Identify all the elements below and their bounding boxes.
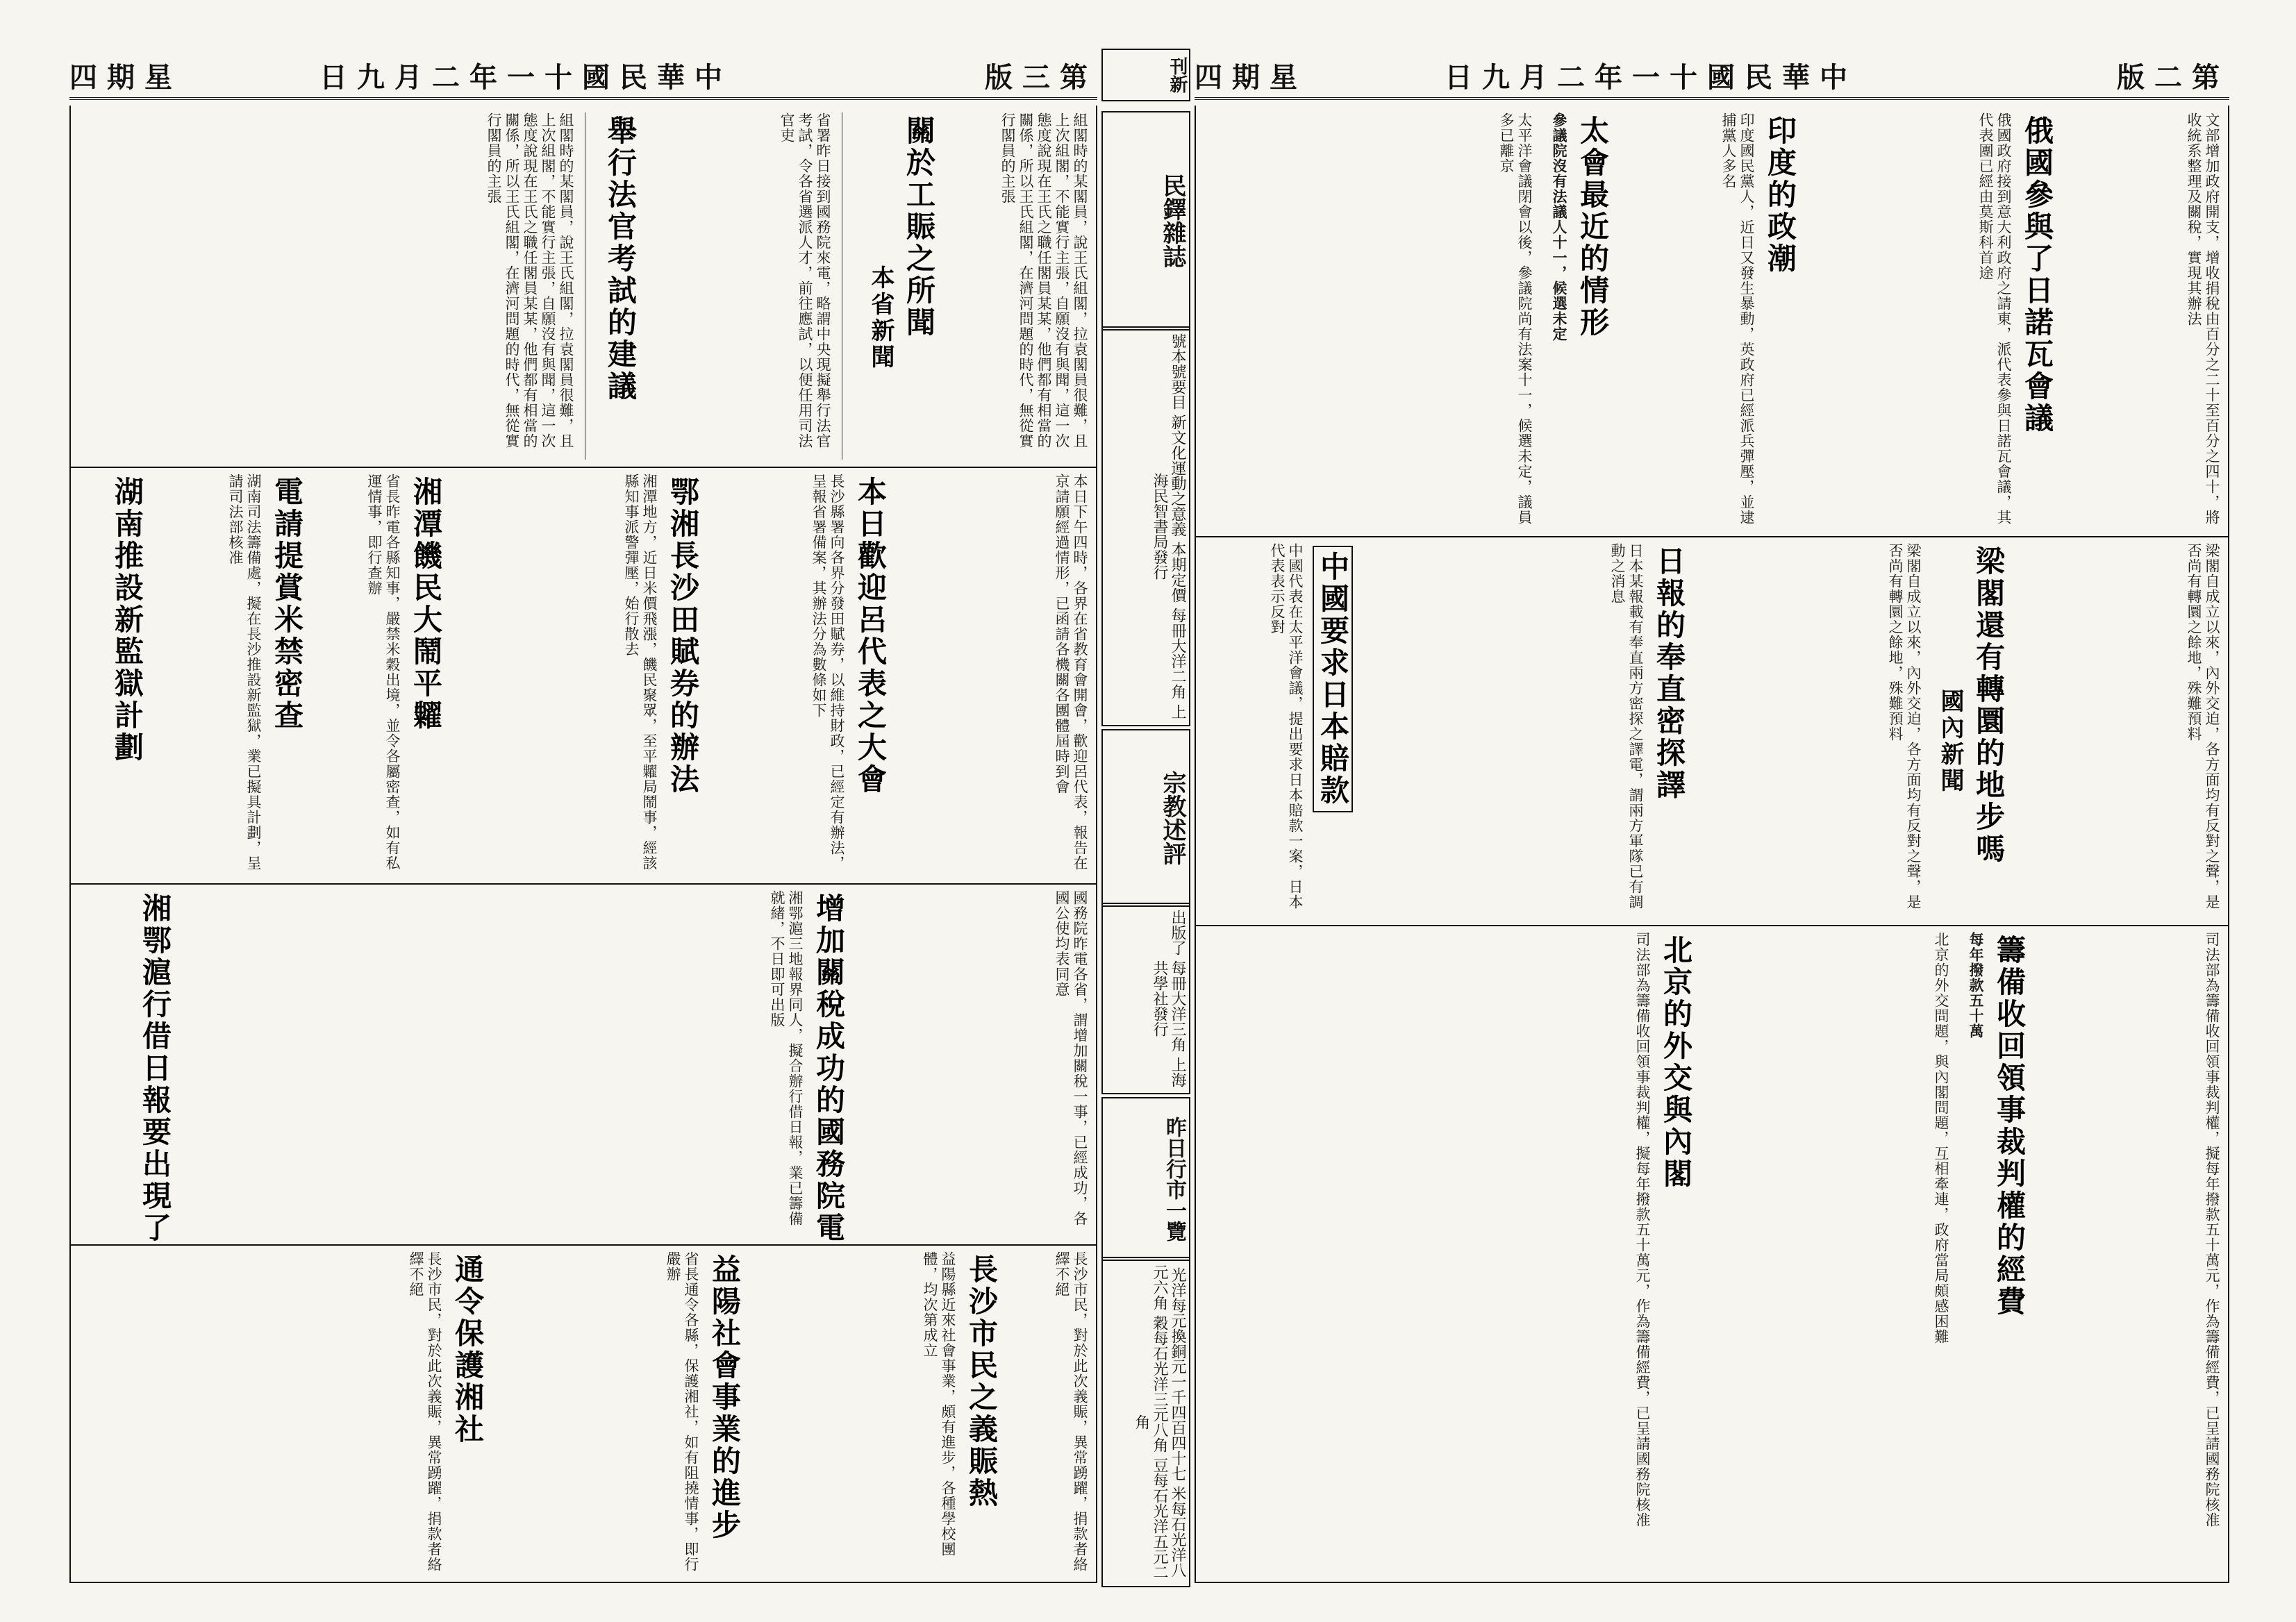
article-body: 北京的外交問題，與內閣問題，互相牽連，政府當局頗感困難: [1933, 932, 1949, 1344]
article-headline: 湘潭饑民大鬧平糶: [409, 476, 443, 732]
article-body: 組閣時的某閣員，說王氏組閣，拉袁閣員很難，且上次組閣，不能實行主張，自願沒有與聞，這一次態度說現在王氏之職任閣員某某，他們都有相當的關係，所以王氏組閣，在濟河問題的時代，無從實行閣員的主張: [485, 112, 574, 449]
article-headline: 本日歡迎呂代表之大會: [854, 476, 888, 796]
article-body: 太平洋會議閉會以後，參議院尚有法案十一，候選未定，議員多已離京: [1498, 112, 1533, 525]
article-body: 文部增加政府開支，增收捐稅由百分之二十至百分之四十，將收統系整理及關稅，實現其辦法: [2186, 112, 2220, 525]
center-advertisements: [1097, 49, 1195, 1583]
article-headline: 中國要求日本賠款: [1313, 546, 1353, 812]
header-date: 日九月二年一十國民華中: [319, 61, 732, 94]
article-body: 日本某報載有奉直兩方密探之譯電，謂兩方軍隊已有調動之消息: [1609, 543, 1644, 910]
ad-text: 出版了 每冊大洋三角 上海共學社發行: [1101, 903, 1190, 1094]
page-header: [69, 49, 1097, 100]
article-headline: 益陽社會事業的進步: [708, 1254, 742, 1541]
tier-top: [71, 106, 1096, 468]
article-headline: 印度的政潮: [1763, 115, 1797, 275]
header-page-number: 版三第: [985, 61, 1097, 94]
article-headline: 俄國參與了日諾瓦會議: [2020, 115, 2054, 435]
header-weekday: 四期星: [1195, 61, 1307, 94]
tier-third: [71, 883, 1096, 1246]
article-body: 俄國政府接到意大利政府之請東，派代表參與日諾瓦會議，其代表團已經由莫斯科首途: [1977, 112, 2012, 525]
article-body: 司法部為籌備收回領事裁判權，擬每年撥款五十萬元，作為籌備經費，已呈請國務院核准: [2204, 932, 2220, 1528]
article-headline: 舉行法官考試的建議: [604, 115, 638, 403]
article-body: 省長昨電各縣知事，嚴禁米穀出境，並令各屬密查，如有私運情事，即行查辦: [366, 474, 401, 871]
page-body: [1195, 106, 2229, 1583]
article-body: 司法部為籌備收回領事裁判權，擬每年撥款五十萬元，作為籌備經費，已呈請國務院核准: [1634, 932, 1651, 1528]
article-headline: 增加關稅成功的國務院電: [812, 893, 846, 1244]
ad-text: 號本號要目 新文化運動之意義 本期定價 每冊大洋二角 上海民智書局發行: [1101, 326, 1190, 726]
page-two: [1195, 49, 2229, 1583]
article-body: 長沙市民，對於此次義賑，異常踴躍，捐款者絡繹不絕: [1054, 1251, 1088, 1572]
tier-second: [71, 467, 1096, 885]
article-body: 益陽縣近來社會事業，頗有進步，各種學校團體，均次第成立: [922, 1251, 956, 1557]
article-body: 省長通令各縣，保護湘社，如有阻撓情事，即行嚴辦: [665, 1251, 699, 1572]
article-headline: 關於工賑之所聞: [902, 115, 936, 339]
article-headline: 日報的奉直密探譯: [1652, 546, 1686, 801]
ad-headline: 民鐸雜誌: [1101, 111, 1190, 331]
article-subhead: 參議院沒有法議人十一，候選未定: [1551, 112, 1568, 342]
gutter-label: 刊新: [1101, 49, 1190, 101]
section-label: 本省新聞: [867, 265, 895, 371]
article-body: 湖南司法籌備處，擬在長沙推設新監獄，業已擬具計劃，呈請司法部核准: [227, 474, 262, 871]
ad-headline: 宗教述評: [1101, 729, 1190, 907]
page-body: [69, 106, 1097, 1583]
header-page-number: 版二第: [2117, 61, 2229, 94]
article-headline: 北京的外交與內閣: [1659, 935, 1693, 1190]
article-body: 長沙市民，對於此次義賑，異常踴躍，捐款者絡繹不絕: [408, 1251, 442, 1572]
header-weekday: 四期星: [69, 61, 182, 94]
article-body: 長沙縣署向各界分發田賦券，以維持財政，已經定有辦法，呈報省署備案，其辦法分為數條如下: [810, 474, 845, 871]
article-headline: 鄂湘長沙田賦券的辦法: [666, 476, 700, 796]
article-subhead: 每年撥款五十萬: [1968, 932, 1985, 1039]
tier-second: [1196, 536, 2228, 926]
tier-bottom: [71, 1244, 1096, 1582]
article-headline: 梁閣還有轉圜的地步嗎: [1972, 546, 2006, 865]
market-headline: 昨日行市一覽: [1101, 1097, 1190, 1261]
article-headline: 通令保護湘社: [451, 1254, 485, 1446]
tier-top: [1196, 106, 2228, 537]
article-headline: 太會最近的情形: [1576, 115, 1610, 339]
header-date: 日九月二年一十國民華中: [1445, 61, 1857, 94]
article-body: 梁閣自成立以來，內外交迫，各方面均有反對之聲，是否尚有轉圜之餘地，殊難預料: [2186, 543, 2220, 910]
article-headline: 籌備收回領事裁判權的經費: [1993, 935, 2027, 1318]
article-headline: 長沙市民之義賑熱: [965, 1254, 999, 1510]
article-body: 本日下午四時，各界在省教育會開會，歡迎呂代表，報告在京請願經過情形，已函請各機關各團體屆時到會: [1054, 474, 1088, 871]
market-prices: 光洋每元換銅元一千四百四十七 米每石光洋八元六角 穀每石光洋三元八角 豆每石光洋五元二角: [1101, 1257, 1190, 1587]
article-headline: 湘鄂滬行借日報要出現了: [138, 893, 172, 1244]
page-three: [69, 49, 1097, 1583]
article-headline: 電請提賞米禁密查: [270, 476, 304, 732]
article-body: 國務院昨電各省，謂增加關稅一事，已經成功，各國公使均表同意: [1054, 890, 1088, 1226]
article-body: 梁閣自成立以來，內外交迫，各方面均有反對之聲，是否尚有轉圜之餘地，殊難預料: [1887, 543, 1922, 910]
article-body: 中國代表在太平洋會議，提出要求日本賠款一案，日本代表表示反對: [1269, 543, 1304, 910]
article-body: 組閣時的某閣員，說王氏組閣，拉袁閣員很難，且上次組閣，不能實行主張，自願沒有與聞，這一次態度說現在王氏之職任閣員某某，他們都有相當的關係，所以王氏組閣，在濟河問題的時代，無從實行閣員的主張: [999, 112, 1088, 449]
page-header: [1195, 49, 2229, 100]
article-body: 湘鄂滬三地報界同人，擬合辦行借日報，業已籌備就緒，不日即可出版: [769, 890, 804, 1226]
tier-bottom: [1196, 925, 2228, 1582]
article-body: 省署昨日接到國務院來電，略謂中央現擬舉行法官考試，令各省選派人才，前往應試，以便任用司法官吏: [779, 112, 831, 449]
article-body: 印度國民黨人，近日又發生暴動，英政府已經派兵彈壓，並逮捕黨人多名: [1720, 112, 1755, 525]
article-headline: 湖南推設新監獄計劃: [110, 476, 144, 764]
article-body: 湘潭地方，近日米價飛漲，饑民聚眾，至平糶局鬧事，經該縣知事派警彈壓，始行散去: [623, 474, 658, 871]
section-label: 國內新聞: [1936, 689, 1964, 794]
